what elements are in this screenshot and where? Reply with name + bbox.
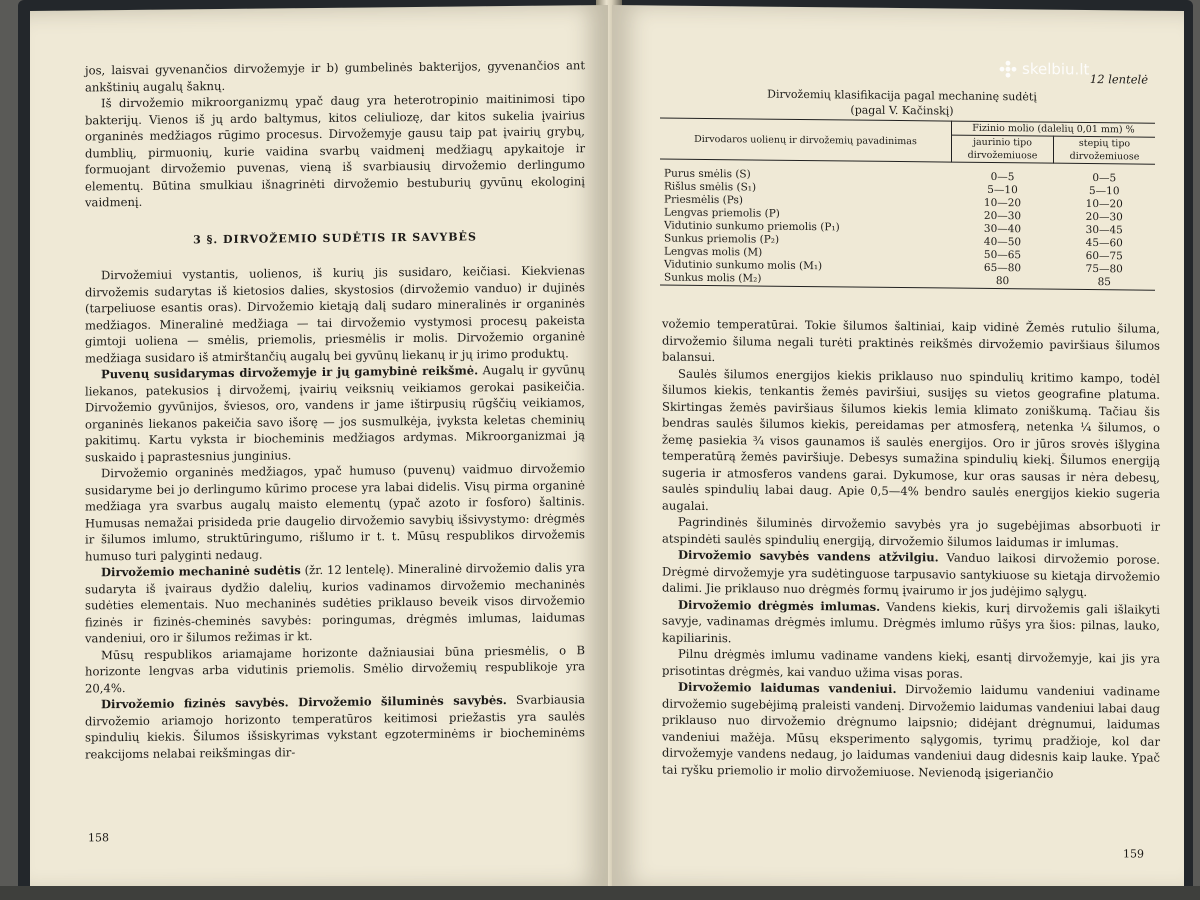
left-paragraph <box>85 642 585 697</box>
right-paragraph <box>662 514 1160 552</box>
right-paragraph <box>662 646 1160 684</box>
soil-name-cell: Sunkus molis (M₂) <box>660 272 951 289</box>
section-title: 3 §. DIRVOŽEMIO SUDĖTIS IR SAVYBĖS <box>193 229 477 246</box>
bold-heading: Puvenų susidarymas dirvožemyje ir jų gamybinė reikšmė. <box>101 363 479 382</box>
paragraph-text: Pagrindinės šiluminės dirvožemio savybės yra jo sugebėjimas absorbuoti ir atspindėti saulės spindulių energiją, dirvožemio šilumos laidumas ir imlumas. <box>662 514 1160 550</box>
value-cell: 0—5 <box>1092 172 1117 185</box>
value-cell: 45—60 <box>1085 236 1123 250</box>
bold-heading: Dirvožemio savybės vandens atžvilgiu. <box>678 547 939 565</box>
right-paragraph <box>662 596 1160 651</box>
soil-name-cell: Rišlus smėlis (S₁) <box>664 180 757 194</box>
bold-heading: Dirvožemio mechaninė sudėtis <box>101 563 301 580</box>
value-cell: 10—20 <box>1085 197 1123 211</box>
bold-heading: Dirvožemio drėgmės imlumas. <box>678 597 881 614</box>
left-paragraph <box>85 691 585 762</box>
value-cell: 5—10 <box>987 183 1018 197</box>
right-paragraph <box>662 365 1160 519</box>
table-header: stepių tipo dirvožemiuose <box>1054 136 1155 164</box>
value-cell: 50—65 <box>983 248 1022 262</box>
paragraph-text: Augalų ir gyvūnų liekanos, patekusios į dirvožemį, įvairių veiksnių veikiamos gerokai pasikeičia. Dirvožemio gyvūnijos, šviesos, oro, vandens ir jame ištirpusių rūgščių veikiamos, organinės liekanos pakeičia savo išorę — jos susmulkėja, įvyksta keletas cheminių pakitimų. Kartu vyksta ir biocheminis medžiagos ardymas. Mikroorganizmai ją suskaido į paprastesnius junginius. <box>85 362 585 464</box>
soil-name-cell: Vidutinio sunkumo priemolis (P₁) <box>664 219 840 234</box>
paragraph-text: Dirvožemio laidumu vandeniui vadiname dirvožemio sugebėjimą praleisti vandenį. Dirvožemio laidumas vandeniui labai daug priklauso nuo dirvožemio drėgnumo laipsnio; didėjant drėgnumui, laidumas vandeniui mažėja. Mūsų eksperimento sąlygomis, tyrimų pradžioje, kol dar dirvožemyje vandens nedaug, jo laidumas vandeniui daug didesnis kaip lauke. Ypač tai ryšku priemolio ir molio dirvožemiuose. Nevienodą įsigeriančio <box>662 681 1160 781</box>
soil-name-cell: Vidutinio sunkumo molis (M₁) <box>664 258 823 273</box>
table-header: jaurinio tipo dirvožemiuose <box>951 135 1053 163</box>
left-paragraph: jos, laisvai gyvenančios dirvožemyje ir b) gumbelinės bakterijos, gyvenančios ant ankštinių augalų šaknų. <box>85 58 585 94</box>
paragraph-text: Pilnu drėgmės imlumu vadiname vandens kiekį, esantį dirvožemyje, kai jis yra prisotintas drėgmės, kai vanduo užima visas poras. <box>662 646 1160 681</box>
value-cell: 80 <box>951 275 1053 290</box>
paragraph-text: Mūsų respublikos ariamajame horizonte dažniausiai būna priesmėlis, o B horizonte lengvas arba vidutinis priemolis. Smėlio dirvožemių respublikoje yra 20,4%. <box>85 642 585 695</box>
page-number: 159 <box>1123 847 1144 861</box>
watermark-logo <box>998 59 1158 87</box>
paragraph-text: (žr. 12 lentelę). Mineralinė dirvožemio dalis yra sudaryta iš įvairaus dydžio dalelių, kurios vadinamos dirvožemio mechaninės sudėties elementais. Nuo mechaninės sudėties priklauso beveik visos dirvožemio fizinės ir fizinės-cheminės savybės: poringumas, drėgmės imlumas, laidumas vandeniui, oro ir šilumos režimas ir kt. <box>85 560 585 646</box>
value-cell: 20—30 <box>983 209 1022 223</box>
watermark-text: skelbiu.lt <box>1022 59 1090 79</box>
paragraph-text: Vandens kiekis, kurį dirvožemis gali išlaikyti savyje, vadinamas drėgmės imlumu. Drėgmės imlumo rūšys yra šios: pilnas, lauko, kapiliarinis. <box>662 599 1160 645</box>
soil-name-cell: Lengvas priemolis (P) <box>664 206 780 220</box>
right-paragraph <box>662 679 1160 783</box>
value-cell: 20—30 <box>1085 210 1123 224</box>
value-cell: 60—75 <box>1085 249 1123 263</box>
left-page <box>30 5 608 893</box>
value-cell: 0—5 <box>990 170 1015 184</box>
left-paragraph <box>85 361 585 465</box>
value-cell: 85 <box>1054 276 1155 291</box>
table-title-line: Dirvožemių klasifikacija pagal mechaninę sudėtį <box>767 87 1037 104</box>
paragraph-text: Vanduo laikosi dirvožemio porose. Drėgmė dirvožemyje yra sudėtinguose tarpusavio santykiuose su kietąja dirvožemio dalimi. Jie priklauso nuo drėgmės formų įvairumo ir jos judėjimo sąlygų. <box>662 550 1160 599</box>
paragraph-text: vožemio temperatūrai. Tokie šilumos šaltiniai, kaip vidinė Žemės rutulio šiluma, dirvožemio šiluma negali turėti praktinės reikšmės dirvožemio paviršiaus šilumos balansui. <box>662 316 1160 365</box>
soil-name-cell: Sunkus priemolis (P₂) <box>664 232 780 246</box>
paragraph-text: Dirvožemiui vystantis, uolienos, iš kurių jis susidaro, keičiasi. Kiekvienas dirvožemis sudarytas iš kietosios dalies, skystosios (dirvožemio vanduo) ir dujinės (tarpeliuose esantis oras). Dirvožemio kietąją dalį sudaro mineralinės ir organinės medžiagos. Mineralinė medžiaga — tai dirvožemio vystymosi procesų pakeista gimtoji uoliena — smėlis, priemolis, priesmėlis ir molis. Dirvožemio organinė medžiaga susidaro iš atmirštančių augalų bei gyvūnų liekanų ir jų irimo produktų. <box>85 263 585 365</box>
book-bottom-edge <box>0 886 1200 900</box>
classification-table <box>660 118 1155 291</box>
value-cell: 40—50 <box>983 235 1022 249</box>
value-cell: 65—80 <box>983 261 1022 275</box>
left-paragraph <box>85 262 585 366</box>
paragraph-text: Svarbiausia dirvožemio ariamojo horizonto temperatūros keitimosi priežastis yra saulės spindulių kiekis. Šilumos išsiskyrimas vykstant egzoterminėms ir biocheminėms reakcijoms nelabai reikšmingas dir- <box>85 692 585 761</box>
value-cell: 10—20 <box>983 196 1022 210</box>
page-number: 158 <box>88 831 109 845</box>
paragraph-text: Dirvožemio organinės medžiagos, ypač humuso (puvenų) vaidmuo dirvožemio susidaryme bei jo derlingumo kūrimo procese yra labai didelis. Visų pirma organinė medžiaga yra svarbus augalų maisto elementų (ypač azoto ir fosforo) šaltinis. Humusas nemažai prisideda prie daugelio dirvožemio savybių išsivystymo: drėgmės ir šilumos imlumo, struktūringumo, rišlumo ir t. t. Mūsų respublikos dirvožemis humuso turi palyginti nedaug. <box>85 461 585 563</box>
right-paragraph <box>662 547 1160 602</box>
left-paragraph <box>85 460 585 564</box>
right-page-text <box>662 316 1160 783</box>
logo-dots-icon <box>998 59 1018 79</box>
bold-heading: Dirvožemio laidumas vandeniui. <box>678 679 897 696</box>
table-header: Fizinio molio (dalelių 0,01 mm) % <box>951 121 1155 137</box>
table-title <box>712 86 1092 120</box>
table-subtitle: (pagal V. Kačinskį) <box>850 103 954 118</box>
right-paragraph <box>662 316 1160 371</box>
value-cell: 30—40 <box>983 222 1022 236</box>
value-cell: 5—10 <box>1088 185 1120 198</box>
left-paragraph: Iš dirvožemio mikroorganizmų ypač daug yra heterotropinio maitinimosi tipo bakterijų. Vienos iš jų ardo baltymus, kitos celiuliozę, dar kitos sukelia įvairius organinės medžiagos rūgimo procesus. Dirvožemyje gausu taip pat įvairių grybų, dumblių, pirmuonių, kurie vaidina svarbų vaidmenį medžiagų apykaitoje ir formuojant dirvožemio puvenas, vieną iš svarbiausių dirvožemio derlingumo elementų. Būtina smulkiau išnagrinėti dirvožemio bestuburių gyvūnų ekologinį vaidmenį. <box>85 91 585 210</box>
bold-heading: Dirvožemio fizinės savybės. Dirvožemio šiluminės savybės. <box>101 693 507 712</box>
right-page <box>612 5 1184 893</box>
value-cell: 30—45 <box>1085 223 1123 237</box>
left-page-text <box>85 57 585 762</box>
soil-name-cell: Priesmėlis (Ps) <box>664 193 744 207</box>
soil-name-cell: Lengvas molis (M) <box>664 245 763 259</box>
left-paragraph <box>85 559 585 647</box>
table-number: 12 lentelė <box>1089 72 1148 87</box>
paragraph-text: Saulės šilumos energijos kiekis priklauso nuo spindulių kritimo kampo, todėl šilumos kiekis, tenkantis žemės paviršiui, susijęs su vietos geografine platuma. Skirtingas žemės paviršiaus šilumos kiekis lemia klimato zoniškumą. Tačiau šis bendras saulės šilumos kiekis, pereidamas per atmosferą, netenka ¼ šilumos, o žemę pasiekia ¾ visos gaunamos iš saulės energijos. Oro ir jūros srovės išlygina temperatūrą žemės paviršiuje. Debesys sumažina spindulių kiekį. Šilumos energiją sugeria ir atmosferos vandens garai. Dykumose, kur oras sausas ir nėra debesų, saulės spindulių labai daug. Apie 0,5—4% bendro saulės energijos kiekio sugeria augalai. <box>662 366 1160 513</box>
soil-name-cell: Purus smėlis (S) <box>664 167 751 181</box>
table-header: Dirvodaros uolienų ir dirvožemių pavadinimas <box>660 118 951 162</box>
value-cell: 75—80 <box>1085 262 1123 276</box>
